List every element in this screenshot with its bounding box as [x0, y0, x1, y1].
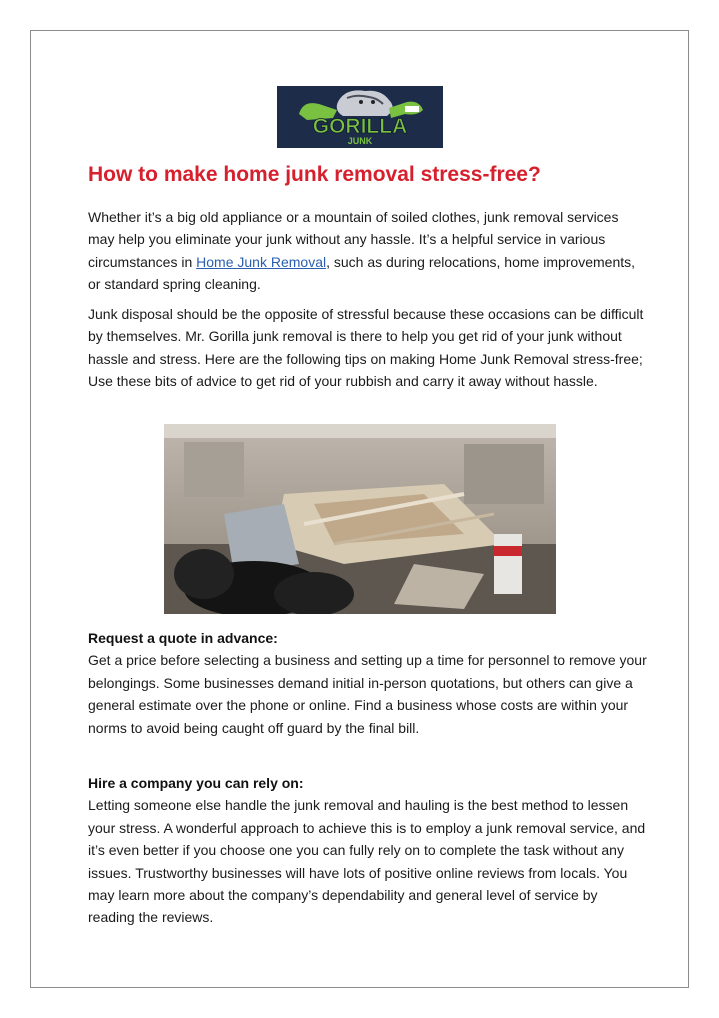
intro-text-after: , such as during relocations, home improvements, or standard spring cleaning.: [88, 253, 636, 293]
section-1: [88, 627, 648, 739]
section-2-title: Hire a company you can rely on:: [88, 775, 304, 791]
section-2-body: Letting someone else handle the junk removal and hauling is the best method to lessen your stress. A wonderful approach to achieve this is to employ a junk removal service, and it’s even better if you choose one you can fully rely on to complete the task without any issues. Trustworthy businesses will have lots of positive online reviews from locals. You may learn more about the company’s dependability and general level of service by reading the reviews.: [88, 797, 646, 926]
document-page: [30, 30, 689, 988]
home-junk-removal-link[interactable]: Home Junk Removal: [196, 253, 327, 270]
section-1-title: Request a quote in advance:: [88, 630, 278, 646]
intro-paragraph: [88, 206, 648, 296]
junk-room-photo: [164, 424, 556, 614]
paragraph-2: Junk disposal should be the opposite of stressful because these occasions can be difficult by themselves. Mr. Gorilla junk removal is there to help you get rid of your junk without hassle and stress. Here are the following tips on making Home Junk Removal stress-free; Use these bits of advice to get rid of your rubbish and carry it away without hassle.: [88, 306, 644, 390]
junk-photo-image: [164, 424, 556, 614]
intro-text-before: Whether it’s a big old appliance or a mountain of soiled clothes, junk removal services may help you eliminate your junk without any hassle. It’s a helpful service in various circumstances in: [88, 209, 619, 270]
gorilla-logo-icon: [277, 86, 443, 148]
section-2: [88, 772, 648, 929]
logo-subtext: JUNK: [347, 136, 373, 146]
page-title: How to make home junk removal stress-free?: [88, 163, 541, 186]
logo-text: GORILLA: [312, 115, 408, 138]
section-1-body: Get a price before selecting a business and setting up a time for personnel to remove your belongings. Some businesses demand initial in-person quotations, but others can give a general estimate over the phone or online. Find a business whose costs are within your norms to avoid being caught off guard by the final bill.: [88, 652, 647, 736]
gorilla-junk-logo: [277, 86, 443, 148]
